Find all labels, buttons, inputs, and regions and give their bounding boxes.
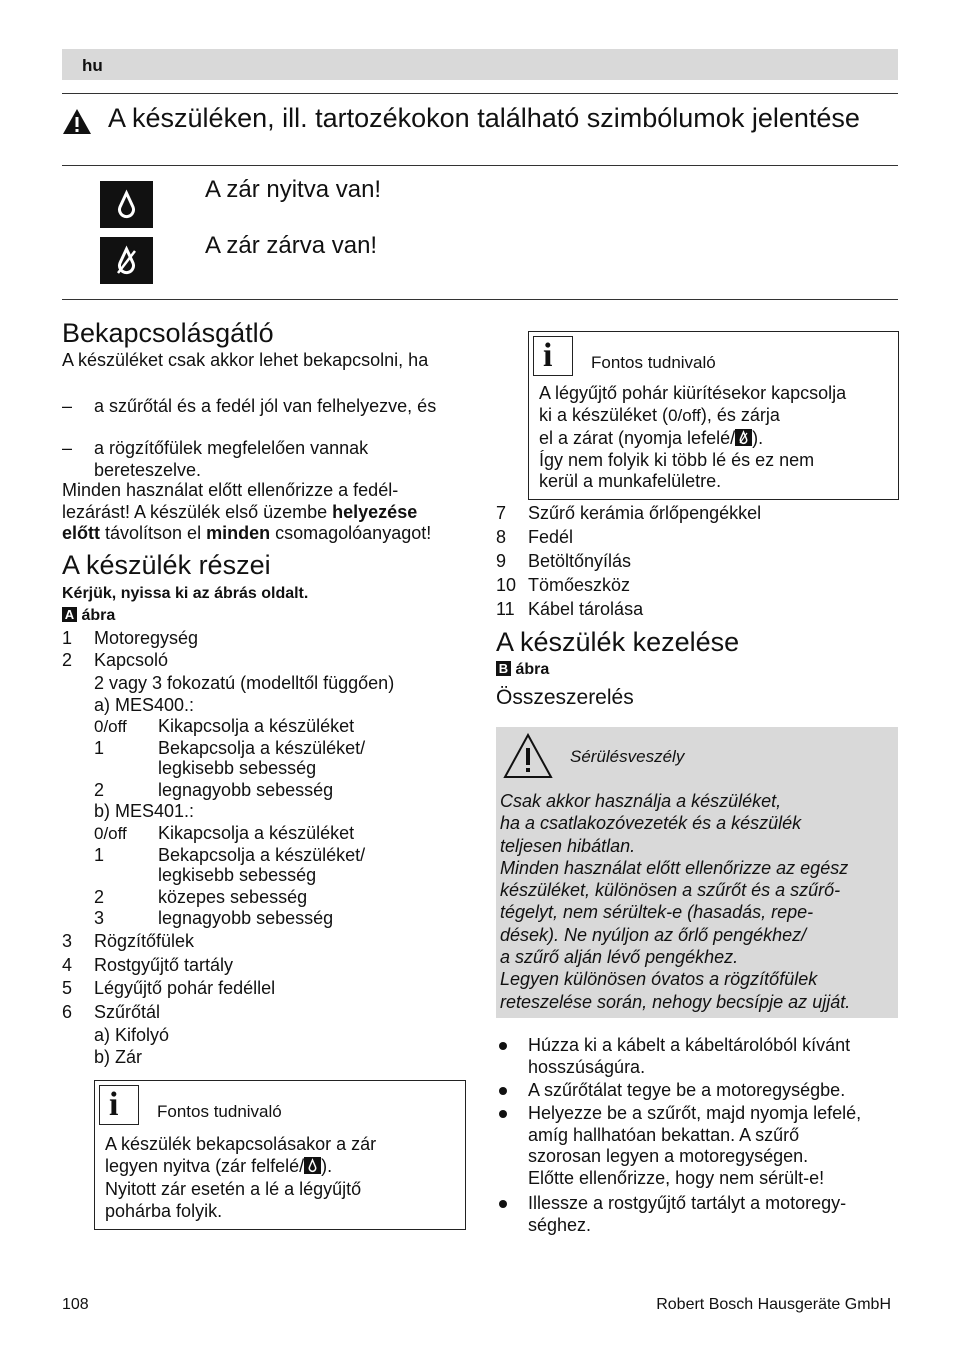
sub-part-key: b)	[94, 1047, 111, 1067]
warning-box	[496, 727, 898, 1018]
switch-function: Bekapcsolja a készüléket/	[158, 845, 366, 865]
info-line: Nyitott zár esetén a lé a légyűjtő	[105, 1179, 362, 1199]
sub-part-name: Kifolyó	[115, 1025, 170, 1045]
language-bar	[62, 49, 898, 80]
warning-line: Minden használat előtt ellenőrizze az egész	[500, 857, 849, 878]
part-name: Szűrő kerámia őrlőpengékkel	[528, 503, 762, 523]
text-bold: minden	[206, 523, 271, 543]
step-2: A szűrőtálat tegye be a motoregységbe.	[528, 1080, 846, 1100]
text: ki a készüléket (	[539, 404, 669, 425]
switch-key: 2	[94, 780, 105, 800]
info-line: kerül a munkafelületre.	[539, 471, 722, 491]
part-number: 8	[496, 527, 507, 547]
info-line: pohárba folyik.	[105, 1200, 223, 1221]
divider	[62, 165, 898, 166]
warning-line: dések). Ne nyúljon az őrlő pengékhez/	[500, 924, 807, 945]
part-name: Motoregység	[94, 628, 199, 648]
switch-description: 2 vagy 3 fokozatú (modelltől függően)	[94, 673, 395, 693]
bullet-icon	[499, 1042, 507, 1050]
step-4	[528, 1193, 898, 1236]
safety-intro: A készüléket csak akkor lehet bekapcsolni, ha	[62, 350, 429, 370]
part-number: 3	[62, 931, 73, 951]
warning-line: Csak akkor használja a készüléket,	[500, 791, 782, 811]
switch-key: 0/off	[94, 824, 127, 843]
text: lezárást! A készülék első üzembe	[62, 501, 328, 522]
step-1	[528, 1035, 898, 1078]
figure-ref	[496, 659, 549, 681]
info-box-2	[528, 331, 899, 500]
part-number: 11	[496, 599, 515, 619]
parts-note: Kérjük, nyissa ki az ábrás oldalt.	[62, 585, 309, 602]
model-mes401: b) MES401.:	[94, 801, 195, 821]
step-line: szorosan legyen a motoregységen.	[528, 1146, 809, 1166]
part-number: 5	[62, 978, 73, 998]
divider	[62, 93, 898, 94]
text-key: 0/off	[668, 405, 701, 425]
warning-line: teljesen hibátlan.	[500, 835, 636, 856]
warning-line: ha a csatlakozóvezeték és a készülék	[500, 813, 802, 834]
part-name: Rostgyűjtő tartály	[94, 955, 234, 975]
parts-title: A készülék részei	[62, 550, 271, 580]
warning-line: a szűrő alján lévő pengékhez.	[500, 947, 739, 968]
step-line: Helyezze be a szűrőt, majd nyomja lefelé,	[528, 1103, 862, 1123]
warning-triangle-icon	[503, 733, 553, 779]
text-bold: helyezése	[332, 501, 418, 522]
info-line: A készülék bekapcsolásakor a zár	[105, 1134, 377, 1154]
safety-title: Bekapcsolásgátló	[62, 318, 274, 348]
language-code: hu	[82, 56, 103, 75]
dash: –	[62, 438, 73, 458]
switch-key: 0/off	[94, 717, 127, 736]
switch-key: 1	[94, 845, 105, 865]
figure-label: ábra	[515, 661, 550, 678]
part-name: Kábel tárolása	[528, 599, 644, 619]
sub-part-key: a)	[94, 1025, 111, 1045]
lock-closed-icon	[735, 429, 752, 446]
sub-part	[94, 1025, 169, 1047]
assembly-heading: Összeszerelés	[496, 686, 634, 709]
switch-key: 1	[94, 738, 105, 758]
part-name: Rögzítőfülek	[94, 931, 195, 951]
info-text	[105, 1134, 460, 1222]
safety-line-3	[62, 523, 482, 545]
figure-letter-badge: B	[496, 661, 511, 676]
divider	[62, 299, 898, 300]
step-line: séghez.	[528, 1214, 592, 1235]
part-number: 7	[496, 503, 507, 523]
info-line: Így nem folyik ki több lé és ez nem	[539, 449, 815, 470]
warning-line: tégelyt, nem sérültek-e (hasadás, repe-	[500, 902, 814, 923]
safety-item-2: a rögzítőfülek megfelelően vannak bereteszelve.	[94, 438, 369, 480]
switch-function: Kikapcsolja a készüléket	[158, 716, 355, 736]
symbols-title: A készüléken, ill. tartozékokon található szimbólumok jelentése	[108, 103, 860, 133]
part-name: Légyűjtő pohár fedéllel	[94, 978, 276, 998]
warning-line: Legyen különösen óvatos a rögzítőfülek	[500, 969, 818, 990]
bullet-icon	[499, 1087, 507, 1095]
figure-letter-badge: A	[62, 607, 77, 622]
info-title: Fontos tudnivaló	[157, 1102, 282, 1121]
lock-closed-text: A zár zárva van!	[205, 232, 378, 259]
step-line: amíg hallhatóan bekattan. A szűrő	[528, 1124, 800, 1145]
switch-key: 3	[94, 908, 105, 928]
info-line: A légyűjtő pohár kiürítésekor kapcsolja	[539, 383, 847, 403]
part-number: 10	[496, 575, 517, 595]
switch-function: legnagyobb sebesség	[158, 780, 334, 800]
step-line: Előtte ellenőrizze, hogy nem sérült-e!	[528, 1167, 825, 1188]
switch-function: legkisebb sebesség	[158, 865, 317, 885]
footer-company: Robert Bosch Hausgeräte GmbH	[656, 1296, 891, 1313]
info-icon: i	[533, 336, 573, 376]
part-number: 1	[62, 628, 73, 648]
step-line: Húzza ki a kábelt a kábeltárolóból kívánt	[528, 1035, 851, 1055]
warning-title: Sérülésveszély	[570, 747, 685, 766]
lock-closed-symbol-icon	[100, 237, 153, 284]
info-text	[539, 383, 894, 493]
text: ).	[752, 428, 764, 448]
part-number: 6	[62, 1002, 73, 1022]
info-line	[539, 405, 894, 427]
text: el a zárat (nyomja lefelé/	[539, 428, 736, 448]
lock-open-icon	[304, 1157, 321, 1174]
switch-function: közepes sebesség	[158, 887, 308, 907]
text: ), és zárja	[700, 404, 780, 425]
warning-text	[500, 790, 900, 1013]
text: legyen nyitva (zár felfelé/	[105, 1155, 305, 1176]
warning-line: reteszelése során, nehogy becsípje az ujját.	[500, 991, 851, 1012]
lock-open-text: A zár nyitva van!	[205, 176, 382, 203]
bullet-icon	[499, 1110, 507, 1118]
step-line: hosszúságúra.	[528, 1056, 646, 1077]
operation-title: A készülék kezelése	[496, 627, 740, 657]
switch-function: legkisebb sebesség	[158, 758, 317, 778]
info-icon: i	[99, 1085, 139, 1125]
text: csomagolóanyagot!	[275, 523, 432, 543]
sub-part	[94, 1047, 142, 1069]
warning-line: készüléket, különösen a szűrőt és a szűrő-	[500, 880, 841, 901]
switch-function: Kikapcsolja a készüléket	[158, 823, 355, 843]
switch-function: legnagyobb sebesség	[158, 908, 334, 928]
dash: –	[62, 396, 73, 416]
safety-paragraph	[62, 480, 482, 545]
lock-open-symbol-icon	[100, 181, 153, 228]
switch-key: 2	[94, 887, 105, 907]
page-number: 108	[62, 1296, 89, 1313]
model-mes400: a) MES400.:	[94, 695, 195, 715]
part-number: 4	[62, 955, 73, 975]
safety-item-1: a szűrőtál és a fedél jól van felhelyezve, és	[94, 396, 437, 416]
info-line	[105, 1156, 460, 1178]
part-number: 9	[496, 551, 507, 571]
text: távolítson el	[105, 523, 202, 543]
step-3	[528, 1103, 898, 1189]
part-number: 2	[62, 650, 73, 670]
step-line: Illessze a rostgyűjtő tartályt a motoregy-	[528, 1193, 847, 1213]
part-name: Szűrőtál	[94, 1002, 161, 1022]
bullet-icon	[499, 1200, 507, 1208]
info-line	[539, 428, 894, 450]
sub-part-name: Zár	[115, 1047, 143, 1067]
info-title: Fontos tudnivaló	[591, 353, 716, 372]
text: ).	[321, 1155, 333, 1176]
safety-line-2	[62, 502, 482, 524]
part-name: Tömőeszköz	[528, 575, 631, 595]
text-bold: előtt	[62, 523, 100, 543]
figure-ref	[62, 605, 115, 627]
info-box-1	[94, 1080, 466, 1230]
figure-label: ábra	[81, 607, 116, 624]
safety-line-1: Minden használat előtt ellenőrizze a fedél-	[62, 480, 399, 500]
part-name: Fedél	[528, 527, 574, 547]
part-name: Betöltőnyílás	[528, 551, 632, 571]
part-name: Kapcsoló	[94, 650, 169, 670]
warning-triangle-icon	[62, 108, 92, 135]
switch-function: Bekapcsolja a készüléket/	[158, 738, 366, 758]
